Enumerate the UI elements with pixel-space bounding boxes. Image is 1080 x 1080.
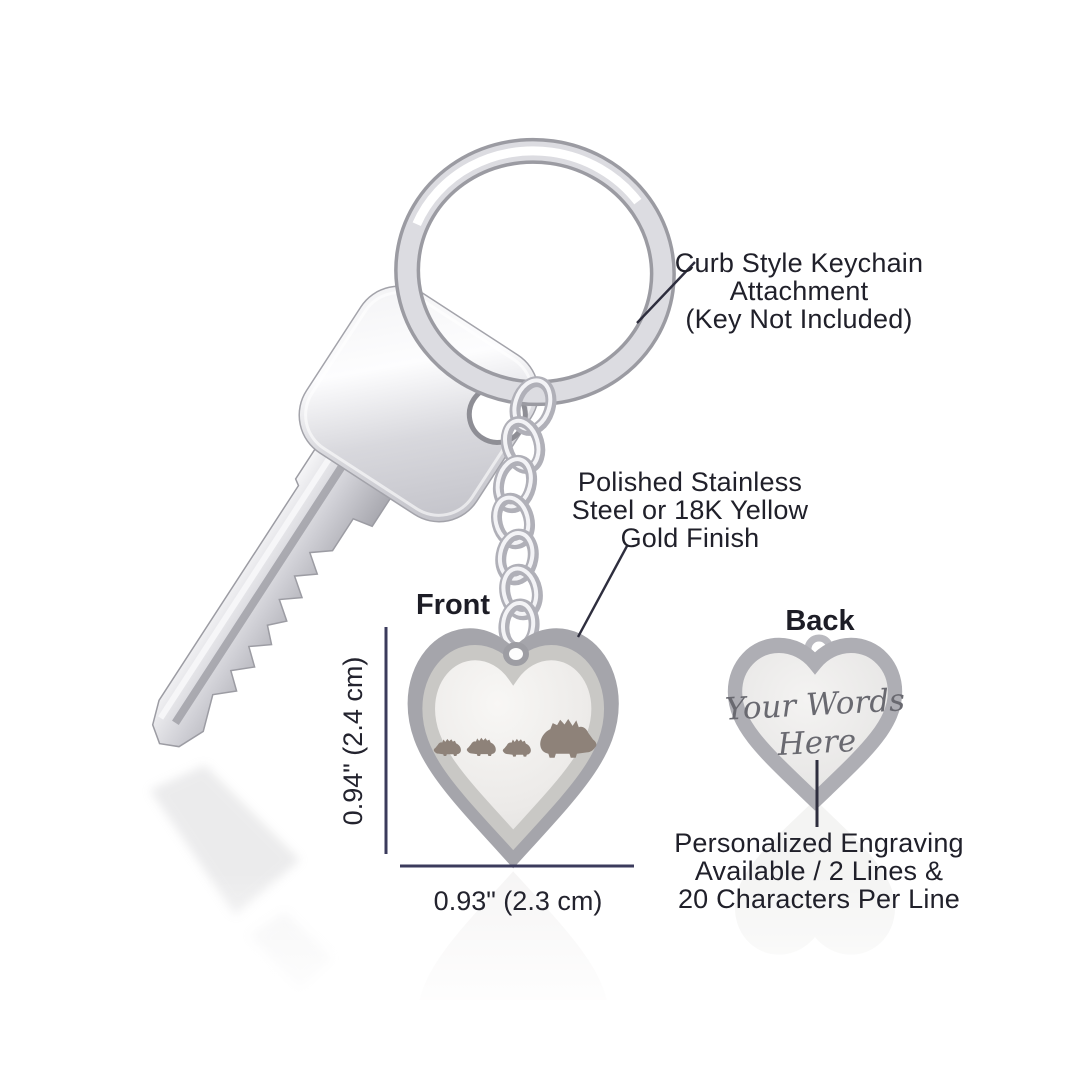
engraving-annotation — [666, 829, 972, 913]
annotation-line: Available / 2 Lines & — [694, 856, 944, 886]
pendant-hole-inner — [509, 648, 523, 660]
engraving-preview-line: Your Words — [724, 682, 906, 728]
annotation-line: Polished Stainless — [577, 467, 803, 497]
width-dimension-label: 0.93" (2.3 cm) — [433, 886, 603, 916]
leader-line-finish — [578, 546, 627, 637]
annotation-line: 20 Characters Per Line — [677, 884, 961, 914]
annotation-line: (Key Not Included) — [685, 304, 913, 334]
back-label: Back — [785, 605, 855, 637]
annotation-line: Attachment — [729, 276, 869, 306]
engraving-preview-text — [714, 681, 918, 767]
annotation-line: Curb Style Keychain — [674, 248, 924, 278]
height-dimension-label: 0.94" (2.4 cm) — [338, 656, 368, 826]
annotation-line: Personalized Engraving — [674, 828, 964, 858]
key-blade-highlight — [161, 448, 336, 718]
annotation-line: Gold Finish — [620, 523, 760, 553]
keyring-annotation — [648, 249, 950, 333]
reflection-fade — [0, 1000, 1080, 1080]
front-label: Front — [415, 589, 491, 621]
annotation-line: Steel or 18K Yellow — [571, 495, 809, 525]
front-heart-pendant — [417, 640, 609, 853]
engraving-preview-line: Here — [776, 722, 858, 764]
finish-annotation — [540, 468, 840, 552]
key-blade-groove — [175, 461, 345, 723]
